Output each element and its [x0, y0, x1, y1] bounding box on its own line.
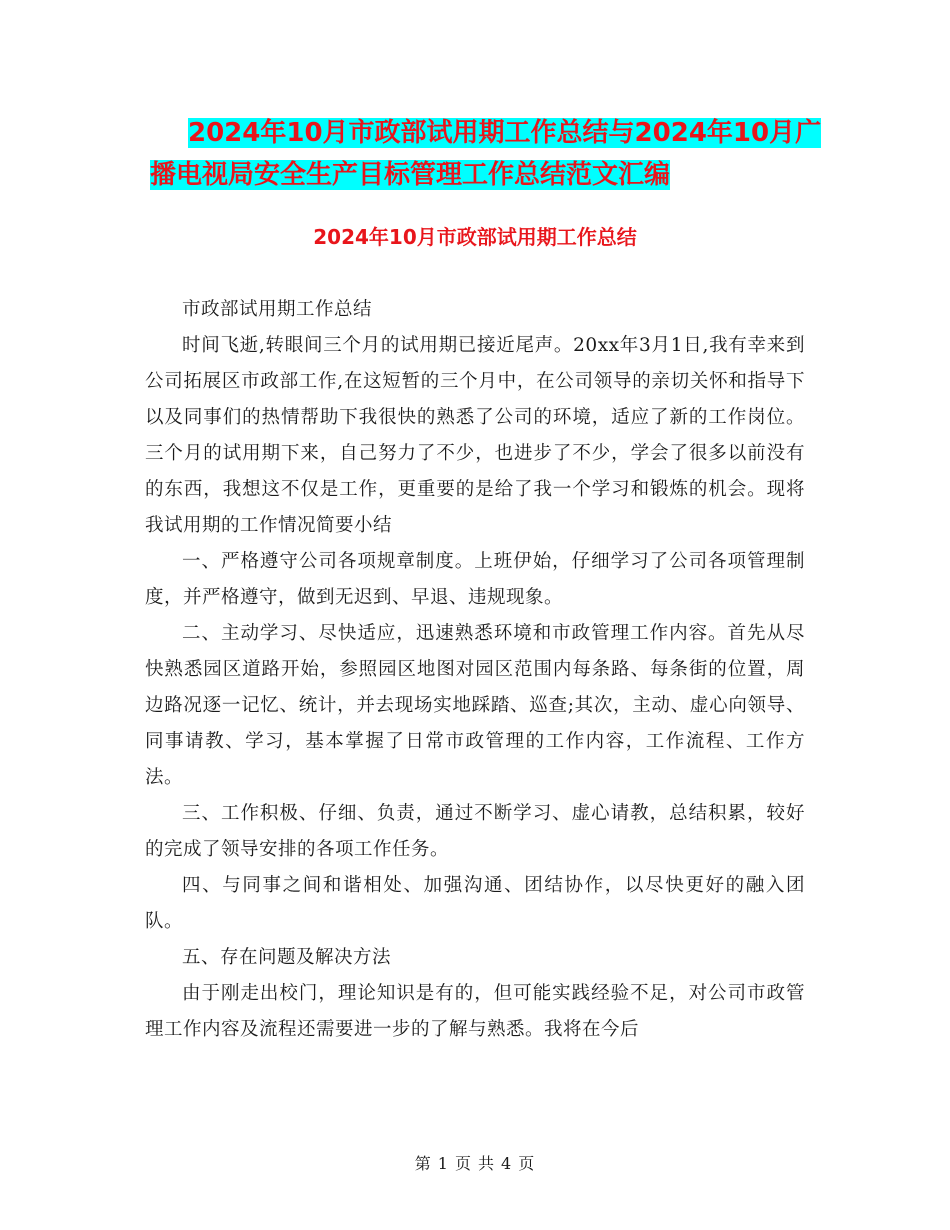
footer-mid: 页 共 — [454, 1154, 496, 1173]
page-footer — [0, 1152, 950, 1176]
title-highlight-1: 2024年10月市政部试用期工作总结与2024年10月广 — [188, 118, 822, 148]
paragraph-item-1: 一、严格遵守公司各项规章制度。上班伊始，仔细学习了公司各项管理制度，并严格遵守，做到无迟到、早退、违规现象。 — [145, 551, 805, 608]
footer-total-pages: 4 — [501, 1154, 513, 1173]
document-body — [145, 292, 805, 1048]
section-title: 2024年10月市政部试用期工作总结 — [313, 225, 637, 249]
footer-suffix: 页 — [518, 1154, 536, 1173]
paragraph-item-2: 二、主动学习、尽快适应，迅速熟悉环境和市政管理工作内容。首先从尽快熟悉园区道路开始，参照园区地图对园区范围内每条路、每条街的位置，周边路况逐一记忆、统计，并去现场实地踩踏、巡查;其次，主动、虚心向领导、同事请教、学习，基本掌握了日常市政管理的工作内容，工作流程、工作方法。 — [145, 623, 805, 788]
paragraph-item-5: 五、存在问题及解决方法 — [182, 947, 392, 968]
paragraph-item-3: 三、工作积极、仔细、负责，通过不断学习、虚心请教，总结积累，较好的完成了领导安排的各项工作任务。 — [145, 803, 805, 860]
footer-current-page: 1 — [437, 1154, 449, 1173]
document-title — [150, 112, 830, 196]
title-highlight-2: 播电视局安全生产目标管理工作总结范文汇编 — [150, 160, 671, 190]
paragraph-intro: 时间飞逝,转眼间三个月的试用期已接近尾声。20xx年3月1日,我有幸来到公司拓展区市政部工作,在这短暂的三个月中，在公司领导的亲切关怀和指导下以及同事们的热情帮助下我很快的熟悉了公司的环境，适应了新的工作岗位。三个月的试用期下来，自己努力了不少，也进步了不少，学会了很多以前没有的东西，我想这不仅是工作，更重要的是给了我一个学习和锻炼的机会。现将我试用期的工作情况简要小结 — [145, 335, 805, 536]
paragraph-closing: 由于刚走出校门，理论知识是有的，但可能实践经验不足，对公司市政管理工作内容及流程还需要进一步的了解与熟悉。我将在今后 — [145, 983, 805, 1040]
document-title-line-2 — [150, 154, 830, 196]
footer-prefix: 第 — [414, 1154, 432, 1173]
paragraph-item-4: 四、与同事之间和谐相处、加强沟通、团结协作，以尽快更好的融入团队。 — [145, 875, 805, 932]
paragraph-subtitle: 市政部试用期工作总结 — [182, 299, 373, 320]
document-title-line-1 — [150, 112, 830, 154]
